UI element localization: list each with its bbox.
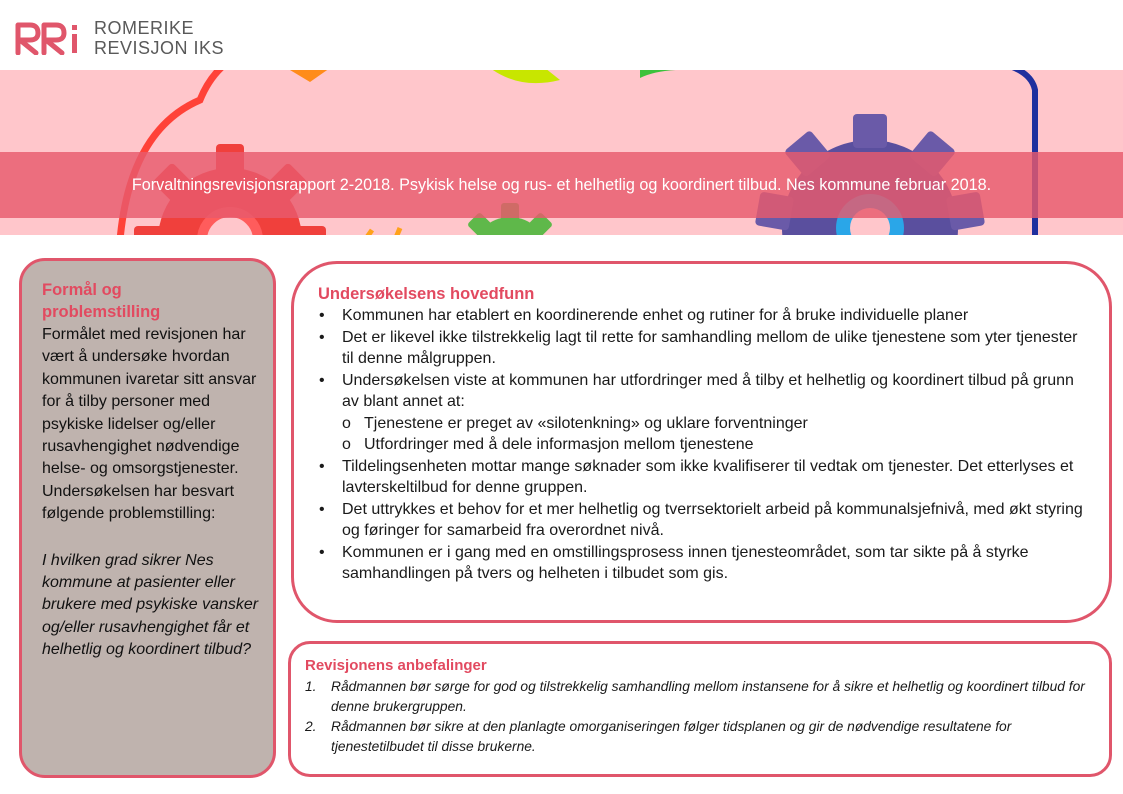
recommendation-number: 2.: [305, 719, 317, 734]
finding-item: • Kommunen er i gang med en omstillingsprosess innen tjenesteområdet, som tar sikte på å styrke samhandlingen på tvers og helheten i tilbudet som gis.: [318, 542, 1091, 585]
logo-wordmark: [94, 18, 224, 58]
findings-heading: Undersøkelsens hovedfunn: [318, 285, 535, 303]
logo-line-1: ROMERIKE: [94, 18, 195, 38]
recommendation-number: 1.: [305, 679, 317, 694]
finding-subitem: o Utfordringer med å dele informasjon mellom tjenestene: [342, 434, 1091, 456]
purpose-text: Formålet med revisjonen har vært å undersøke hvordan kommunen ivaretar sitt ansvar for å tilby personer med psykiske lidelser og/eller rusavhengighet nødvendige helse- og omsorgstjenester. Undersøkelsen har besvart følgende problemstilling:: [42, 326, 257, 523]
purpose-heading-line-1: Formål og: [42, 281, 122, 299]
research-question: I hvilken grad sikrer Nes kommune at pasienter eller brukere med psykiske vansker og/eller rusavhengighet får et helhetlig og koordinert tilbud?: [42, 551, 259, 659]
header-banner: [0, 70, 1123, 235]
purpose-panel: [19, 258, 276, 778]
logo-line-2: REVISJON IKS: [94, 38, 225, 58]
banner-title-strip: [0, 152, 1123, 218]
recommendations-panel: [288, 641, 1112, 777]
recommendations-list: [305, 677, 1093, 757]
recommendation-text: Rådmannen bør sikre at den planlagte omorganiseringen følger tidsplanen og gir de nødvendige resultatene for tjenestetilbudet til disse brukerne.: [331, 719, 1012, 754]
recommendation-item: [305, 717, 1093, 757]
finding-subitem: o Tjenestene er preget av «silotenkning» og uklare forventninger: [342, 413, 1091, 435]
logo: [14, 16, 224, 60]
findings-list: [318, 305, 1091, 585]
finding-item-with-subitems: [318, 370, 1091, 456]
finding-item-text: Undersøkelsen viste at kommunen har utfordringer med å tilby et helhetlig og koordinert tilbud på grunn av blant annet at:: [342, 371, 1074, 410]
purpose-heading: [42, 279, 259, 323]
recommendations-heading: Revisjonens anbefalinger: [305, 657, 487, 674]
recommendation-text: Rådmannen bør sørge for god og tilstrekkelig samhandling mellom instansene for å sikre et helhetlig og koordinert tilbud for denne brukergruppen.: [331, 679, 1085, 714]
finding-item: • Det er likevel ikke tilstrekkelig lagt til rette for samhandling mellom de ulike tjenestene som yter tjenester til denne målgruppen.: [318, 327, 1091, 370]
finding-subitems: [342, 413, 1091, 456]
finding-item: • Kommunen har etablert en koordinerende enhet og rutiner for å bruke individuelle planer: [318, 305, 1091, 327]
report-title: Forvaltningsrevisjonsrapport 2-2018. Psykisk helse og rus- et helhetlig og koordinert tilbud. Nes kommune februar 2018.: [131, 175, 992, 194]
findings-panel: [291, 261, 1112, 623]
romerike-revisjon-logo-mark: [14, 21, 86, 55]
finding-item: • Tildelingsenheten mottar mange søknader som ikke kvalifiserer til vedtak om tjenester. Det etterlyses et lavterskeltilbud for denne gruppen.: [318, 456, 1091, 499]
recommendation-item: [305, 677, 1093, 717]
purpose-heading-line-2: problemstilling: [42, 303, 161, 321]
finding-item: • Det uttrykkes et behov for et mer helhetlig og tverrsektorielt arbeid på kommunalsjefnivå, med økt styring og føringer for samarbeid fra overordnet nivå.: [318, 499, 1091, 542]
